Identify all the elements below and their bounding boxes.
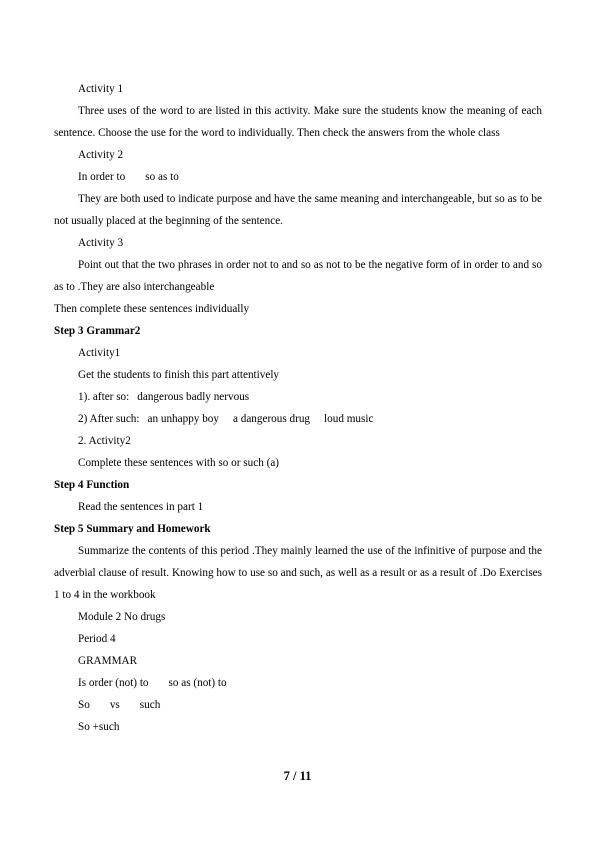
so-vs-such-line — [54, 694, 542, 716]
activity-3-follow-up: Then complete these sentences individually — [54, 303, 250, 315]
phrase-in-order-to: In order to — [78, 171, 126, 183]
phrase-so-as-to: so as to — [145, 171, 179, 183]
so-word: So — [78, 699, 90, 711]
such-word: such — [139, 699, 161, 711]
after-so-label: 1). after so: — [78, 391, 130, 403]
activity-1-title: Activity 1 — [78, 83, 124, 95]
vs-word: vs — [109, 699, 120, 711]
order-phrase-b: so as (not) to — [168, 677, 227, 689]
order-phrase-a: Is order (not) to — [78, 677, 149, 689]
after-such-label: 2) After such: — [78, 413, 140, 425]
after-such-word-2: a dangerous drug — [232, 413, 311, 425]
activity-2-title: Activity 2 — [78, 149, 124, 161]
activity-2-phrases — [54, 166, 542, 188]
step-3-activity-1-text: Get the students to finish this part attentively — [78, 369, 280, 381]
step-3-activity-2-text: Complete these sentences with so or such (a) — [78, 457, 280, 469]
activity-2-text: They are both used to indicate purpose and have the same meaning and interchangeable, but so as to be not usually placed at the beginning of the sentence. — [54, 193, 542, 227]
step-3-heading: Step 3 Grammar2 — [54, 325, 141, 337]
after-so-words: dangerous badly nervous — [137, 391, 250, 403]
activity-3-title: Activity 3 — [78, 237, 124, 249]
grammar-line: GRAMMAR — [78, 655, 138, 667]
step-5-heading: Step 5 Summary and Homework — [54, 523, 211, 535]
so-such-line: So +such — [78, 721, 120, 733]
step-5-text: Summarize the contents of this period .They mainly learned the use of the infinitive of purpose and the adverbial clause of result. Knowing how to use so and such, as well as a result or as a result of .Do Exercises 1 to 4 in the workbook — [54, 545, 542, 601]
step-4-text: Read the sentences in part 1 — [78, 501, 204, 513]
page-number: 7 / 11 — [283, 769, 312, 783]
after-such-word-3: loud music — [324, 413, 374, 425]
order-line — [54, 672, 542, 694]
activity-3-text: Point out that the two phrases in order not to and so as not to be the negative form of in order to and so as to .They are also interchangeable — [54, 259, 542, 293]
activity-1-text: Three uses of the word to are listed in this activity. Make sure the students know the meaning of each sentence. Choose the use for the word to individually. Then check the answers from the whole class — [54, 105, 542, 139]
period-line: Period 4 — [78, 633, 116, 645]
step-3-activity-1-title: Activity1 — [78, 347, 121, 359]
module-line: Module 2 No drugs — [78, 611, 166, 623]
step-3-activity-2-title: 2. Activity2 — [78, 435, 131, 447]
step-4-heading: Step 4 Function — [54, 479, 130, 491]
after-such-word-1: an unhappy boy — [147, 413, 219, 425]
after-such-line — [54, 408, 542, 430]
after-so-line — [54, 386, 542, 408]
document-body — [54, 78, 542, 738]
